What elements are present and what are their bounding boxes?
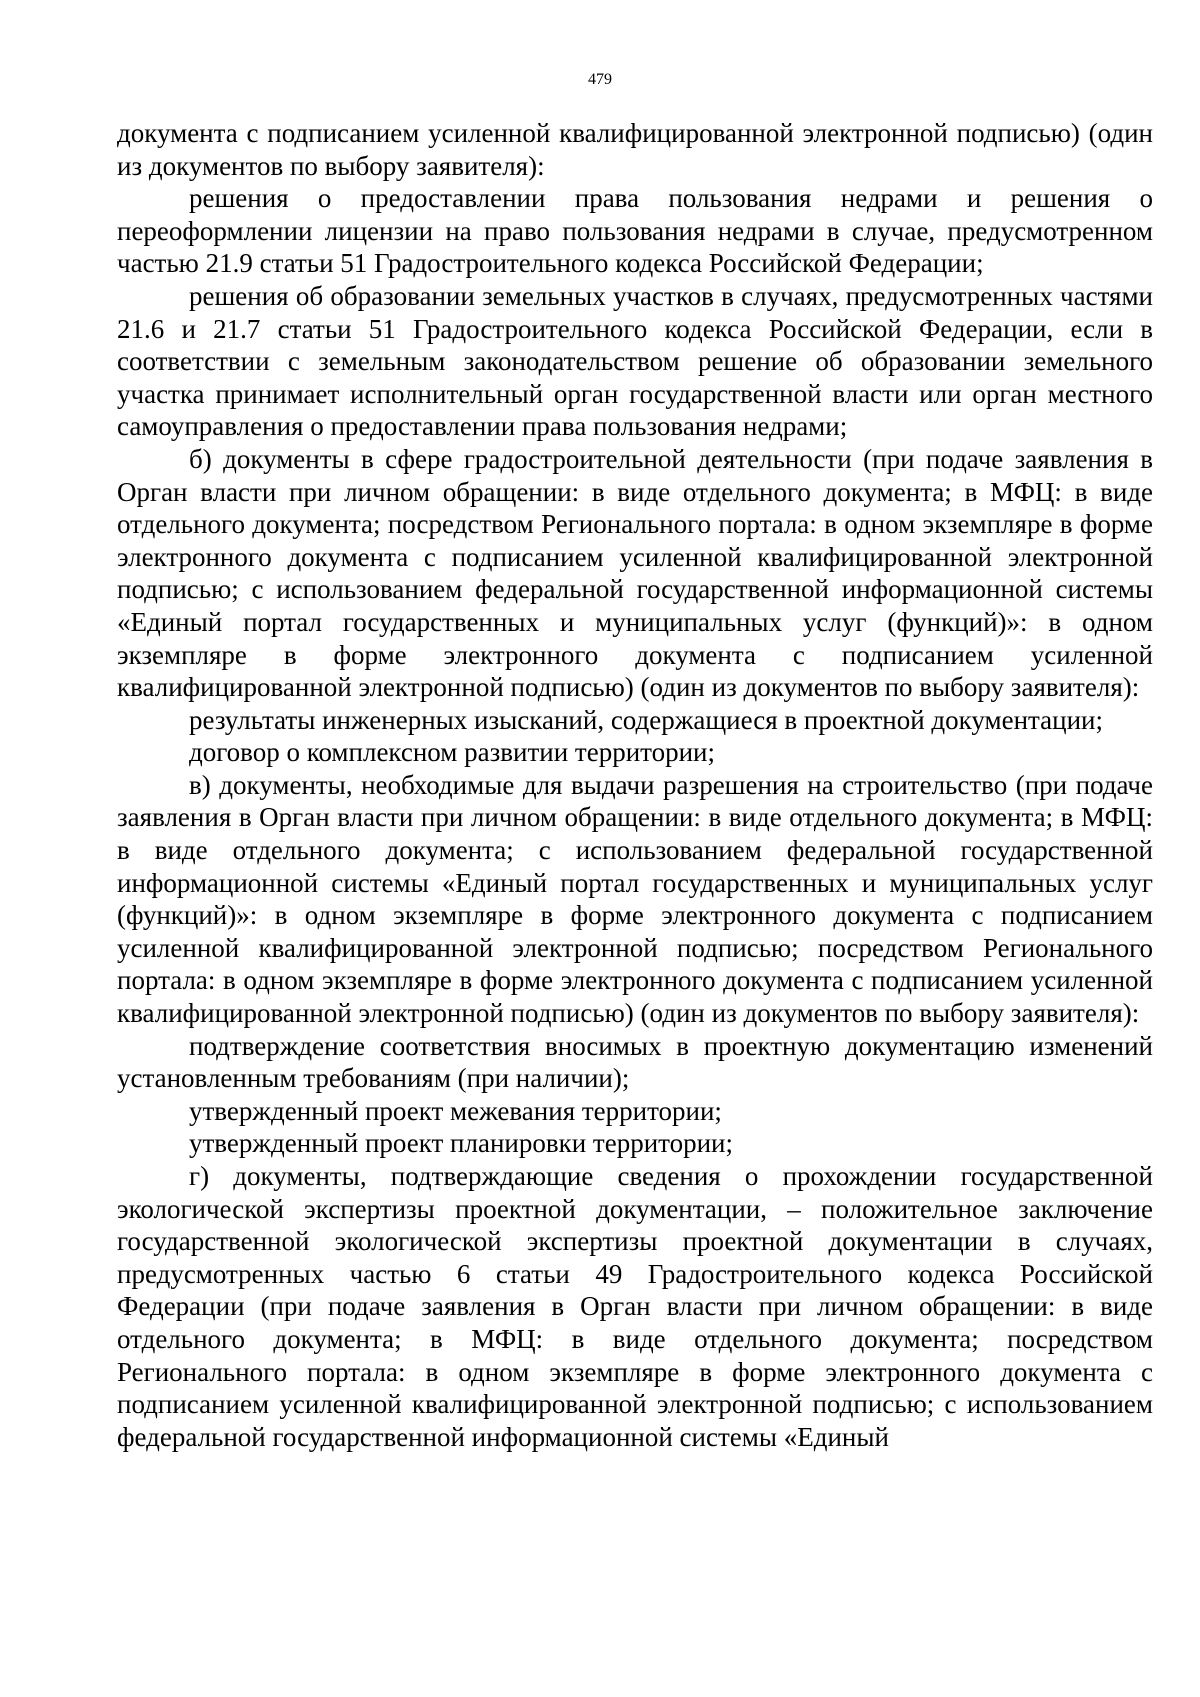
paragraph: решения о предоставлении права пользования недрами и решения о переоформлении лицензии на право пользования недрами в случае, предусмотренном частью 21.9 статьи 51 Градостроительного кодекса Российской Федерации; bbox=[117, 183, 1153, 279]
paragraph: решения об образовании земельных участков в случаях, предусмотренных частями 21.6 и 21.7 статьи 51 Градостроительного кодекса Российской Федерации, если в соответствии с земельным законодательством решение об образовании земельного участка принимает исполнительный орган государственной власти или орган местного самоуправления о предоставлении права пользования недрами; bbox=[117, 280, 1153, 442]
paragraph: результаты инженерных изысканий, содержащиеся в проектной документации; bbox=[189, 704, 1104, 735]
paragraph: в) документы, необходимые для выдачи разрешения на строительство (при подаче заявления в Орган власти при личном обращении: в виде отдельного документа; в МФЦ: в виде отдельного документа; с использованием федеральной государственной информационной системы «Единый портал государственных и муниципальных услуг (функций)»: в одном экземпляре в форме электронного документа с подписанием усиленной квалифицированной электронной подписью; посредством Регионального портала: в одном экземпляре в форме электронного документа с подписанием усиленной квалифицированной электронной подписью) (один из документов по выбору заявителя): bbox=[117, 769, 1153, 1029]
page-number: 479 bbox=[588, 71, 612, 88]
paragraph: б) документы в сфере градостроительной деятельности (при подаче заявления в Орган власти при личном обращении: в виде отдельного документа; в МФЦ: в виде отдельного документа; посредством Регионального портала: в одном экземпляре в форме электронного документа с подписанием усиленной квалифицированной электронной подписью; с использованием федеральной государственной информационной системы «Единый портал государственных и муниципальных услуг (функций)»: в одном экземпляре в форме электронного документа с подписанием усиленной квалифицированной электронной подписью) (один из документов по выбору заявителя): bbox=[117, 443, 1153, 703]
paragraph: документа с подписанием усиленной квалифицированной электронной подписью) (один из документов по выбору заявителя): bbox=[117, 118, 1153, 181]
paragraph: договор о комплексном развитии территории; bbox=[189, 737, 715, 768]
paragraph: г) документы, подтверждающие сведения о прохождении государственной экологической экспертизы проектной документации, – положительное заключение государственной экологической экспертизы проектной документации в случаях, предусмотренных частью 6 статьи 49 Градостроительного кодекса Российской Федерации (при подаче заявления в Орган власти при личном обращении: в виде отдельного документа; в МФЦ: в виде отдельного документа; посредством Регионального портала: в одном экземпляре в форме электронного документа с подписанием усиленной квалифицированной электронной подписью; с использованием федеральной государственной информационной системы «Единый bbox=[117, 1161, 1153, 1452]
document-body bbox=[117, 117, 1153, 1453]
paragraph: подтверждение соответствия вносимых в проектную документацию изменений установленным требованиям (при наличии); bbox=[117, 1030, 1153, 1094]
paragraph: утвержденный проект планировки территории; bbox=[189, 1128, 734, 1159]
paragraph: утвержденный проект межевания территории; bbox=[189, 1095, 722, 1126]
